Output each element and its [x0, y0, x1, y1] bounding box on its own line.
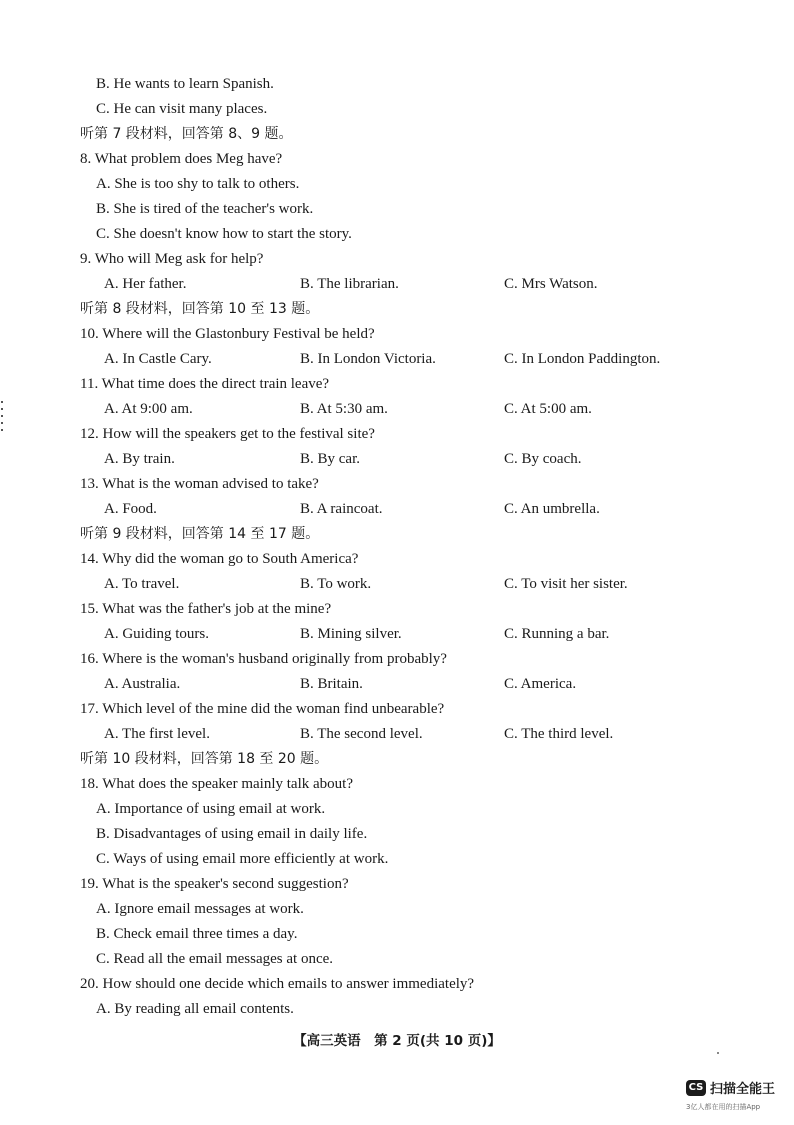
option-13a: A. Food.: [104, 501, 157, 517]
option-11c: C. At 5:00 am.: [504, 401, 592, 417]
question-14: 14. Why did the woman go to South America?: [80, 551, 359, 567]
option-8b: B. She is tired of the teacher's work.: [96, 201, 314, 217]
section-heading-9: 听第 9 段材料，回答第 14 至 17 题。: [80, 526, 320, 542]
option-14c: C. To visit her sister.: [504, 576, 628, 592]
option-16a: A. Australia.: [104, 676, 181, 692]
question-20: 20. How should one decide which emails to answer immediately?: [80, 976, 475, 992]
option-14a: A. To travel.: [104, 576, 180, 592]
option-13b: B. A raincoat.: [300, 501, 383, 517]
option-19b: B. Check email three times a day.: [96, 926, 298, 942]
question-17: 17. Which level of the mine did the woman find unbearable?: [80, 701, 445, 717]
option-11b: B. At 5:30 am.: [300, 401, 388, 417]
section-heading-8: 听第 8 段材料，回答第 10 至 13 题。: [80, 301, 320, 317]
scanner-watermark: [686, 1077, 790, 1117]
question-13: 13. What is the woman advised to take?: [80, 476, 319, 492]
question-18: 18. What does the speaker mainly talk about?: [80, 776, 353, 792]
option-15a: A. Guiding tours.: [104, 626, 209, 642]
page-footer: 【高三英语 第 2 页(共 10 页)】: [293, 1033, 501, 1049]
option-7c: C. He can visit many places.: [96, 101, 268, 117]
option-17b: B. The second level.: [300, 726, 423, 742]
question-9: 9. Who will Meg ask for help?: [80, 251, 264, 267]
scan-speck: [717, 1052, 719, 1054]
watermark-subtitle: 3亿人都在用的扫描App: [686, 1103, 761, 1111]
option-10b: B. In London Victoria.: [300, 351, 436, 367]
option-10c: C. In London Paddington.: [504, 351, 661, 367]
option-18c: C. Ways of using email more efficiently at work.: [96, 851, 389, 867]
option-12a: A. By train.: [104, 451, 175, 467]
option-19c: C. Read all the email messages at once.: [96, 951, 334, 967]
question-8: 8. What problem does Meg have?: [80, 151, 283, 167]
option-16c: C. America.: [504, 676, 577, 692]
option-11a: A. At 9:00 am.: [104, 401, 193, 417]
option-7b: B. He wants to learn Spanish.: [96, 76, 274, 92]
question-11: 11. What time does the direct train leave?: [80, 376, 330, 392]
option-16b: B. Britain.: [300, 676, 363, 692]
question-15: 15. What was the father's job at the mine?: [80, 601, 332, 617]
option-12c: C. By coach.: [504, 451, 582, 467]
binding-dots: [0, 396, 4, 436]
option-19a: A. Ignore email messages at work.: [96, 901, 304, 917]
section-heading-7: 听第 7 段材料，回答第 8、9 题。: [80, 126, 293, 142]
option-15c: C. Running a bar.: [504, 626, 610, 642]
section-heading-10: 听第 10 段材料，回答第 18 至 20 题。: [80, 751, 329, 767]
option-15b: B. Mining silver.: [300, 626, 402, 642]
option-8c: C. She doesn't know how to start the story.: [96, 226, 352, 242]
option-14b: B. To work.: [300, 576, 372, 592]
option-9c: C. Mrs Watson.: [504, 276, 598, 292]
option-17c: C. The third level.: [504, 726, 614, 742]
option-9b: B. The librarian.: [300, 276, 399, 292]
question-19: 19. What is the speaker's second suggestion?: [80, 876, 349, 892]
option-18a: A. Importance of using email at work.: [96, 801, 326, 817]
camscanner-logo-icon: CS: [686, 1080, 706, 1096]
option-9a: A. Her father.: [104, 276, 187, 292]
option-17a: A. The first level.: [104, 726, 210, 742]
question-16: 16. Where is the woman's husband originally from probably?: [80, 651, 447, 667]
option-18b: B. Disadvantages of using email in daily life.: [96, 826, 368, 842]
option-8a: A. She is too shy to talk to others.: [96, 176, 300, 192]
question-12: 12. How will the speakers get to the festival site?: [80, 426, 375, 442]
option-10a: A. In Castle Cary.: [104, 351, 212, 367]
option-20a: A. By reading all email contents.: [96, 1001, 294, 1017]
question-10: 10. Where will the Glastonbury Festival be held?: [80, 326, 375, 342]
option-12b: B. By car.: [300, 451, 360, 467]
option-13c: C. An umbrella.: [504, 501, 600, 517]
watermark-title: 扫描全能王: [710, 1082, 776, 1097]
